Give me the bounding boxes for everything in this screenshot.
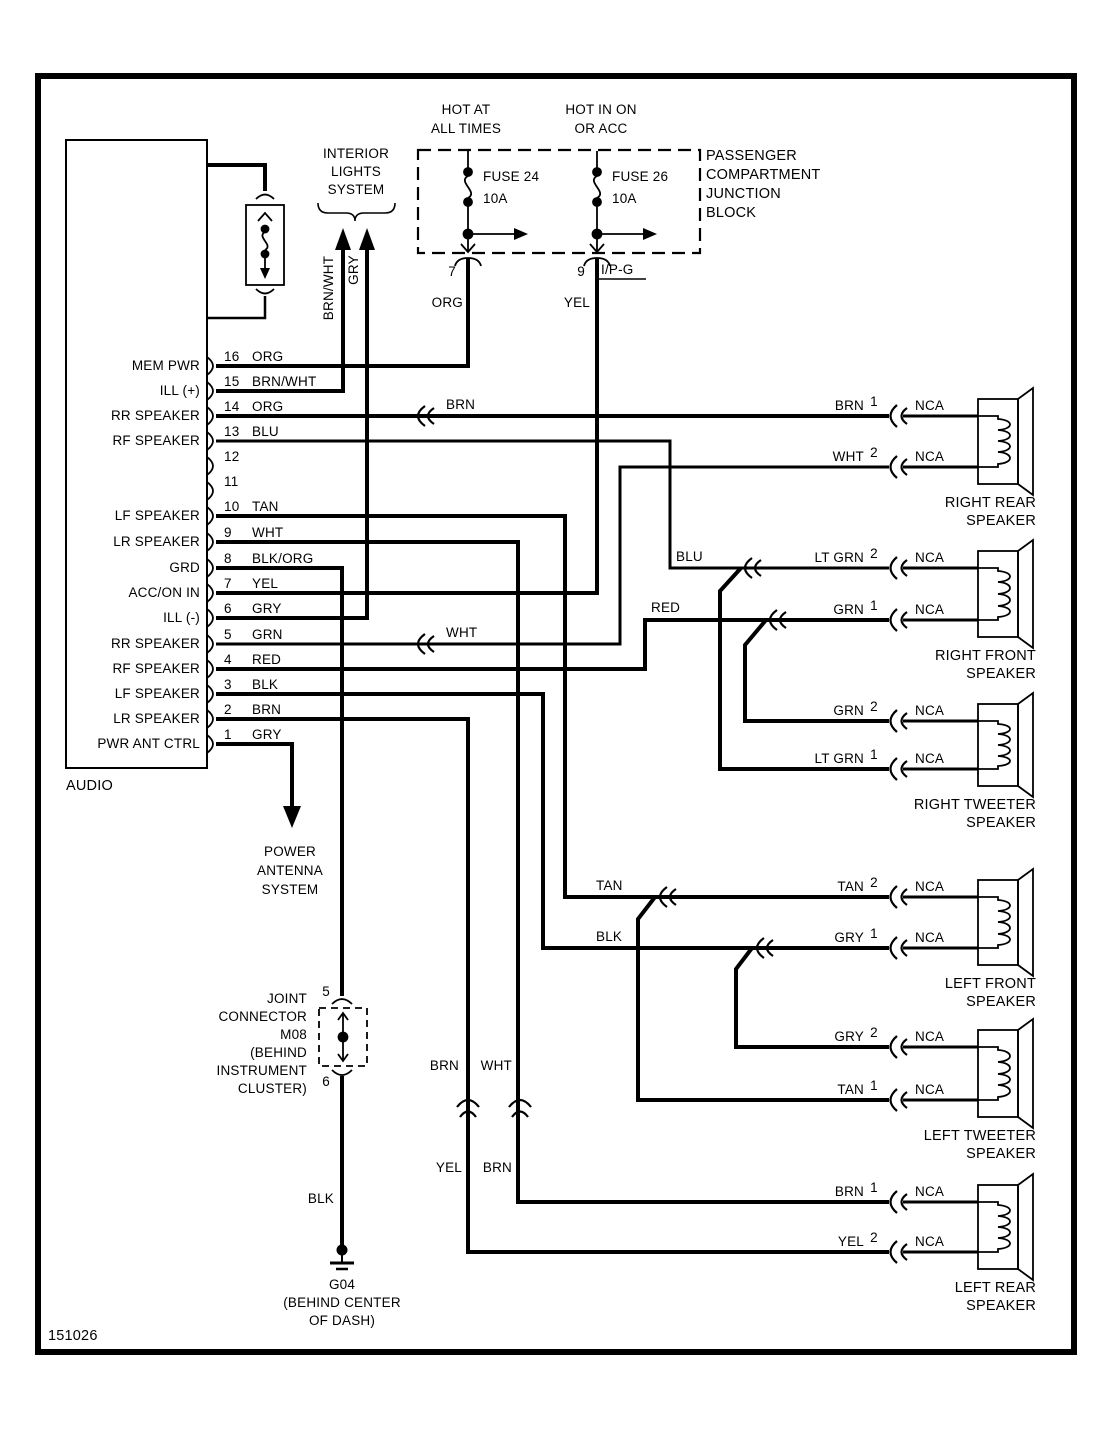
ground-note: OF DASH) <box>308 1313 376 1328</box>
pin-wire: WHT <box>252 525 284 540</box>
arrow-up <box>359 228 375 250</box>
interior-lights-label: INTERIOR <box>322 146 390 161</box>
ground-dot <box>337 1245 348 1256</box>
speaker-name: RIGHT TWEETER <box>913 797 1036 813</box>
speaker-name: SPEAKER <box>966 513 1036 529</box>
pin-label: LR SPEAKER <box>113 534 200 549</box>
speaker-pin-number: 1 <box>870 598 878 613</box>
speaker-cone <box>1018 1019 1033 1128</box>
pin-label: ILL (-) <box>163 610 200 625</box>
pin-wire: BRN <box>252 702 282 717</box>
wire-color-label: GRN <box>833 602 864 617</box>
pin-label: LF SPEAKER <box>114 686 200 701</box>
pin-num: 14 <box>224 399 240 414</box>
speaker-cone <box>1018 540 1033 648</box>
wire-color-label-vertical: GRY <box>346 255 361 285</box>
pin-num: 3 <box>224 677 232 692</box>
pin-label: GRD <box>169 560 200 575</box>
pin-wire: ORG <box>252 399 284 414</box>
speaker-name: SPEAKER <box>966 1146 1036 1162</box>
arrow-down <box>283 806 301 828</box>
fuse-name: FUSE 24 <box>483 169 540 184</box>
junction-title: JUNCTION <box>706 186 781 202</box>
wire-color-label: YEL <box>435 1160 462 1175</box>
junction-block-box <box>418 150 700 253</box>
junction-block <box>418 102 820 310</box>
speaker-pin-number: 2 <box>870 1230 878 1245</box>
speaker-coil <box>978 568 1010 620</box>
power-antenna-system <box>257 806 323 897</box>
speaker-cone <box>1018 869 1033 976</box>
pin-label: LR SPEAKER <box>113 711 200 726</box>
speaker-left-front <box>834 869 1036 1010</box>
hot-label: ALL TIMES <box>430 121 502 136</box>
wire-color-label: GRN <box>833 703 864 718</box>
audio-unit-label: AUDIO <box>66 778 113 794</box>
speaker-pin-number: 1 <box>870 1078 878 1093</box>
nca-label: NCA <box>915 703 945 718</box>
fuse-name: FUSE 26 <box>612 169 669 184</box>
speaker-pin-number: 2 <box>870 445 878 460</box>
junction-title: PASSENGER <box>706 148 797 164</box>
pin-num: 15 <box>224 374 240 389</box>
pin-wire: GRY <box>252 727 282 742</box>
pin-wire: GRN <box>252 627 283 642</box>
m08-label: M08 <box>280 1027 307 1042</box>
speaker-pin-number: 1 <box>870 747 878 762</box>
speaker-left-tweeter <box>834 1019 1036 1162</box>
wire-pin3-blk-to-left-front-1 <box>216 694 889 948</box>
pin-label: RF SPEAKER <box>112 433 200 448</box>
pin-num: 6 <box>224 601 232 616</box>
m08-label: INSTRUMENT <box>216 1063 307 1078</box>
nca-label: NCA <box>915 1184 945 1199</box>
power-antenna-label: POWER <box>263 844 317 859</box>
m08-pin-number: 6 <box>322 1074 330 1089</box>
nca-label: NCA <box>915 398 945 413</box>
pin-num: 5 <box>224 627 232 642</box>
joint-connector-m08 <box>217 984 368 1096</box>
speaker-name: RIGHT FRONT <box>934 648 1036 664</box>
wire-color-label: BLK <box>596 929 623 944</box>
speaker-name: RIGHT REAR <box>944 495 1036 511</box>
nca-label: NCA <box>915 751 945 766</box>
pin-label: RR SPEAKER <box>110 408 200 423</box>
pin-wire: TAN <box>252 499 279 514</box>
diagram-id: 151026 <box>48 1328 98 1344</box>
pin-num: 4 <box>224 652 232 667</box>
speaker-name: LEFT TWEETER <box>923 1128 1036 1144</box>
hot-label: HOT AT <box>441 102 491 117</box>
speaker-right-rear <box>833 388 1036 529</box>
wire-color-label: TAN <box>596 878 623 893</box>
m08-label: CONNECTOR <box>218 1009 307 1024</box>
speaker-pin-number: 2 <box>870 699 878 714</box>
brace-down <box>318 203 395 221</box>
nca-label: NCA <box>915 930 945 945</box>
hot-label: HOT IN ON <box>565 102 637 117</box>
m08-pin-number: 5 <box>322 984 330 999</box>
wire-pin13-blu-to-right-front-2 <box>216 441 889 568</box>
interior-lights-system <box>318 146 395 320</box>
speaker-coil <box>978 1047 1010 1100</box>
pin-num: 7 <box>224 576 232 591</box>
speaker-name: SPEAKER <box>966 994 1036 1010</box>
pin-wire: BLK/ORG <box>252 551 314 566</box>
inline-connectors <box>418 405 907 1263</box>
wire-color-label: RED <box>651 600 681 615</box>
pin-label: MEM PWR <box>131 358 200 373</box>
junction-pin-number: 7 <box>448 264 456 279</box>
speaker-stub-wires <box>903 416 978 1252</box>
pin-wire: BRN/WHT <box>252 374 317 389</box>
nca-label: NCA <box>915 1082 945 1097</box>
wire-branch-to-left-tweeter-2 <box>736 948 889 1047</box>
wire-color-label-vertical: BRN/WHT <box>321 255 336 321</box>
nca-label: NCA <box>915 1029 945 1044</box>
wire-color-label: TAN <box>837 1082 864 1097</box>
speaker-pin-number: 1 <box>870 1180 878 1195</box>
wire-color-label: WHT <box>480 1058 512 1073</box>
pin-label: RF SPEAKER <box>112 661 200 676</box>
speaker-name: LEFT REAR <box>954 1280 1036 1296</box>
pin-num: 13 <box>224 424 240 439</box>
speaker-pin-number: 2 <box>870 875 878 890</box>
pin-wire: BLK <box>252 677 279 692</box>
interior-lights-label: LIGHTS <box>331 164 381 179</box>
pin-num: 2 <box>224 702 232 717</box>
nca-label: NCA <box>915 449 945 464</box>
nca-label: NCA <box>915 550 945 565</box>
pin-label: RR SPEAKER <box>110 636 200 651</box>
speaker-cone <box>1018 693 1033 797</box>
wire-color-label: WHT <box>446 625 478 640</box>
nca-label: NCA <box>915 602 945 617</box>
pin-wire: ORG <box>252 349 284 364</box>
ground-name: G04 <box>328 1277 356 1292</box>
speaker-name: SPEAKER <box>966 666 1036 682</box>
speaker-pin-number: 2 <box>870 1025 878 1040</box>
speaker-cone <box>1018 1174 1033 1280</box>
wire-color-label: ORG <box>431 295 463 310</box>
junction-title: BLOCK <box>706 205 757 221</box>
arrow-up <box>335 228 351 250</box>
m08-label: JOINT <box>267 991 307 1006</box>
junction-connector-id: I/P-G <box>601 262 634 277</box>
pin-label: ACC/ON IN <box>128 585 200 600</box>
wire-pin1-to-power-antenna <box>216 744 292 806</box>
wire-branch-to-right-tweeter-2 <box>745 620 889 721</box>
fuse-rating: 10A <box>483 191 508 206</box>
speaker-cone <box>1018 388 1033 495</box>
wire-branch-to-left-tweeter-1 <box>638 897 889 1100</box>
nca-label: NCA <box>915 879 945 894</box>
hot-label: OR ACC <box>574 121 628 136</box>
speaker-coil <box>978 416 1010 467</box>
power-antenna-label: ANTENNA <box>257 863 323 878</box>
pin-label: ILL (+) <box>159 383 200 398</box>
pin-wire: GRY <box>252 601 282 616</box>
wire-color-label: BRN <box>834 1184 864 1199</box>
speaker-pin-number: 1 <box>870 394 878 409</box>
wire-color-label: BLK <box>307 1191 334 1206</box>
speaker-name: LEFT FRONT <box>944 976 1036 992</box>
pin-wire: RED <box>252 652 282 667</box>
wire-radio-fuse-top <box>207 165 265 191</box>
pin-num: 1 <box>224 727 232 742</box>
pin-num: 11 <box>224 474 239 489</box>
junction-title: COMPARTMENT <box>706 167 821 183</box>
wire-color-label: GRY <box>834 1029 864 1044</box>
pin-label: PWR ANT CTRL <box>97 736 200 751</box>
wire-color-label: LT GRN <box>814 550 864 565</box>
pin-wire: BLU <box>252 424 279 439</box>
wire-color-label: YEL <box>563 295 590 310</box>
wire-color-label: LT GRN <box>814 751 864 766</box>
wire-color-label: WHT <box>832 449 864 464</box>
m08-label: CLUSTER) <box>237 1081 307 1096</box>
speaker-right-front <box>815 540 1036 682</box>
nca-label: NCA <box>915 1234 945 1249</box>
pin-num: 10 <box>224 499 240 514</box>
wire-pin10-tan-to-left-front-2 <box>216 516 889 897</box>
speaker-connectors <box>891 405 908 1263</box>
junction-pin-number: 9 <box>577 264 585 279</box>
power-antenna-label: SYSTEM <box>261 882 319 897</box>
ground-note: (BEHIND CENTER <box>283 1295 401 1310</box>
speaker-pin-number: 1 <box>870 926 878 941</box>
wire-pin2-to-left-rear-2 <box>216 719 889 1252</box>
speaker-coil <box>978 897 1010 948</box>
wire-color-label: BLU <box>676 549 703 564</box>
wire-color-label: TAN <box>837 879 864 894</box>
speaker-pin-number: 2 <box>870 546 878 561</box>
wire-radio-fuse-bottom <box>207 296 265 318</box>
fuse-rating: 10A <box>612 191 637 206</box>
radio-fuse-symbol <box>246 195 284 294</box>
speaker-right-tweeter <box>815 693 1036 831</box>
pin-num: 9 <box>224 525 232 540</box>
m08-label: (BEHIND <box>250 1045 307 1060</box>
wire-color-label: BRN <box>482 1160 512 1175</box>
speaker-name: SPEAKER <box>966 1298 1036 1314</box>
wire-color-label: GRY <box>834 930 864 945</box>
wire-color-label: BRN <box>446 397 476 412</box>
interior-lights-label: SYSTEM <box>327 182 385 197</box>
speaker-coil <box>978 1202 1010 1252</box>
speaker-name: SPEAKER <box>966 815 1036 831</box>
speaker-left-rear <box>835 1174 1036 1314</box>
speaker-coil <box>978 721 1010 769</box>
wire-color-label: BRN <box>834 398 864 413</box>
wire-color-label: BRN <box>429 1058 459 1073</box>
pin-num: 12 <box>224 449 240 464</box>
pin-num: 8 <box>224 551 232 566</box>
ground-g04 <box>283 1245 401 1329</box>
pin-label: LF SPEAKER <box>114 508 200 523</box>
pin-wire: YEL <box>252 576 279 591</box>
pin-num: 16 <box>224 349 240 364</box>
wire-color-label: YEL <box>837 1234 864 1249</box>
